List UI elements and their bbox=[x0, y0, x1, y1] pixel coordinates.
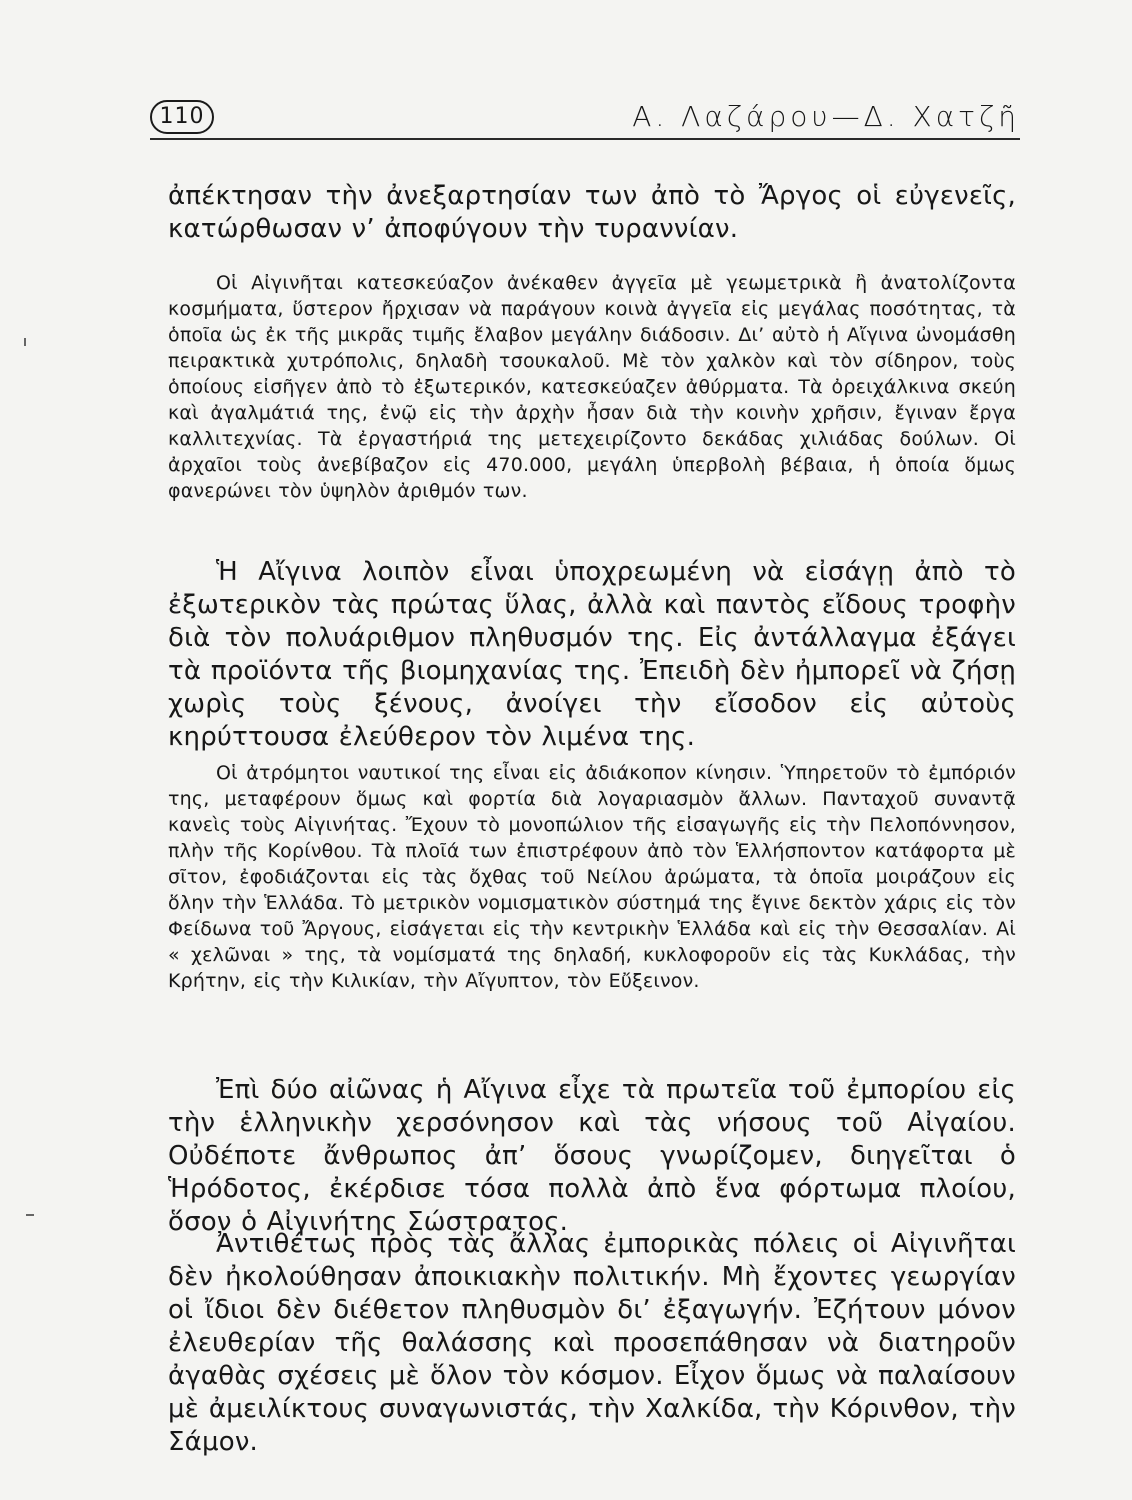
paragraph-4: Οἱ ἀτρόμητοι ναυτικοί της εἶναι εἰς ἀδιάκοπον κίνησιν. Ὑπηρετοῦν τὸ ἐμπόριόν της, μεταφέρουν ὅμως καὶ φορτία διὰ λογαριασμὸν ἄλλων. Πανταχοῦ συναντᾷ κανεὶς τοὺς Αἰγινήτας. Ἔχουν τὸ μονοπώλιον τῆς εἰσαγωγῆς εἰς τὴν Πελοπόννησον, πλὴν τῆς Κορίνθου. Τὰ πλοῖά των ἐπιστρέφουν ἀπὸ τὸν Ἑλλήσποντον κατάφορτα μὲ σῖτον, ἐφοδιάζονται εἰς τὰς ὄχθας τοῦ Νείλου ἀρώματα, τὰ ὁποῖα μοιράζουν εἰς ὅλην τὴν Ἑλλάδα. Τὸ μετρικὸν νομισματικὸν σύστημά της ἔγινε δεκτὸν χάρις εἰς τὸν Φείδωνα τοῦ Ἄργους, εἰσάγεται εἰς τὴν κεντρικὴν Ἑλλάδα καὶ εἰς τὴν Θεσσαλίαν. Αἱ « χελῶναι » της, τὰ νομίσματά της δηλαδή, κυκλοφοροῦν εἰς τὰς Κυκλάδας, τὴν Κρήτην, εἰς τὴν Κιλικίαν, τὴν Αἴγυπτον, τὸν Εὔξεινον. bbox=[168, 762, 1016, 992]
paragraph-5: Ἐπὶ δύο αἰῶνας ἡ Αἴγινα εἶχε τὰ πρωτεῖα τοῦ ἐμπορίου εἰς τὴν ἑλληνικὴν χερσόνησον καὶ τὰς νήσους τοῦ Αἰγαίου. Οὐδέποτε ἄνθρωπος ἀπ’ ὅσους γνωρίζομεν, διηγεῖται ὁ Ἡρόδοτος, ἐκέρδισε τόσα πολλὰ ἀπὸ ἕνα φόρτωμα πλοίου, ὅσον ὁ Αἰγινήτης Σώστρατος. bbox=[168, 1075, 1016, 1237]
margin-mark bbox=[26, 1214, 34, 1216]
paragraph-2: Οἱ Αἰγινῆται κατεσκεύαζον ἀνέκαθεν ἀγγεῖα μὲ γεωμετρικὰ ἢ ἀνατολίζοντα κοσμήματα, ὕστερον ἤρχισαν νὰ παράγουν κοινὰ ἀγγεῖα εἰς μεγάλας ποσότητας, τὰ ὁποῖα ὡς ἐκ τῆς μικρᾶς τιμῆς ἔλαβον μεγάλην διάδοσιν. Δι’ αὐτὸ ἡ Αἴγινα ὠνομάσθη πειρακτικὰ χυτρόπολις, δηλαδὴ τσουκαλοῦ. Μὲ τὸν χαλκὸν καὶ τὸν σίδηρον, τοὺς ὁποίους εἰσῆγεν ἀπὸ τὸ ἐξωτερικόν, κατεσκεύαζεν ἀθύρματα. Τὰ ὀρειχάλκινα σκεύη καὶ ἀγαλμάτιά της, ἐνῷ εἰς τὴν ἀρχὴν ἦσαν διὰ τὴν κοινὴν χρῆσιν, ἔγιναν ἔργα καλλιτεχνίας. Τὰ ἐργαστήριά της μετεχειρίζοντο δεκάδας χιλιάδας δούλων. Οἱ ἀρχαῖοι τοὺς ἀνεβίβαζον εἰς 470.000, μεγάλη ὑπερβολὴ βέβαια, ἡ ὁποία ὅμως φανερώνει τὸν ὑψηλὸν ἀριθμόν των. bbox=[168, 272, 1016, 502]
margin-mark bbox=[24, 338, 26, 346]
page-number: 110 bbox=[150, 100, 214, 134]
paragraph-3: Ἡ Αἴγινα λοιπὸν εἶναι ὑποχρεωμένη νὰ εἰσάγῃ ἀπὸ τὸ ἐξωτερικὸν τὰς πρώτας ὕλας, ἀλλὰ καὶ παντὸς εἴδους τροφὴν διὰ τὸν πολυάριθμον πληθυσμόν της. Εἰς ἀντάλλαγμα ἐξάγει τὰ προϊόντα τῆς βιομηχανίας της. Ἐπειδὴ δὲν ἠμπορεῖ νὰ ζήσῃ χωρὶς τοὺς ξένους, ἀνοίγει τὴν εἴσοδον εἰς αὐτοὺς κηρύττουσα ἐλεύθερον τὸν λιμένα της. bbox=[168, 557, 1016, 752]
header-rule bbox=[150, 138, 1020, 140]
paragraph-1: ἀπέκτησαν τὴν ἀνεξαρτησίαν των ἀπὸ τὸ Ἄργος οἱ εὐγενεῖς, κατώρθωσαν ν’ ἀποφύγουν τὴν τυραννίαν. bbox=[168, 181, 1016, 244]
page-header bbox=[150, 98, 1020, 146]
paragraph-6: Ἀντιθέτως πρὸς τὰς ἄλλας ἐμπορικὰς πόλεις οἱ Αἰγινῆται δὲν ἠκολούθησαν ἀποικιακὴν πολιτικήν. Μὴ ἔχοντες γεωργίαν οἱ ἴδιοι δὲν διέθετον πληθυσμὸν δι’ ἐξαγωγήν. Ἐζήτουν μόνον ἐλευθερίαν τῆς θαλάσσης καὶ προσεπάθησαν νὰ διατηροῦν ἀγαθὰς σχέσεις μὲ ὅλον τὸν κόσμον. Εἶχον ὅμως νὰ παλαίσουν μὲ ἀμειλίκτους συναγωνιστάς, τὴν Χαλκίδα, τὴν Κόρινθον, τὴν Σάμον. bbox=[168, 1229, 1016, 1457]
running-title: Α. Λαζάρου—Δ. Χατζῆ bbox=[632, 100, 1020, 133]
